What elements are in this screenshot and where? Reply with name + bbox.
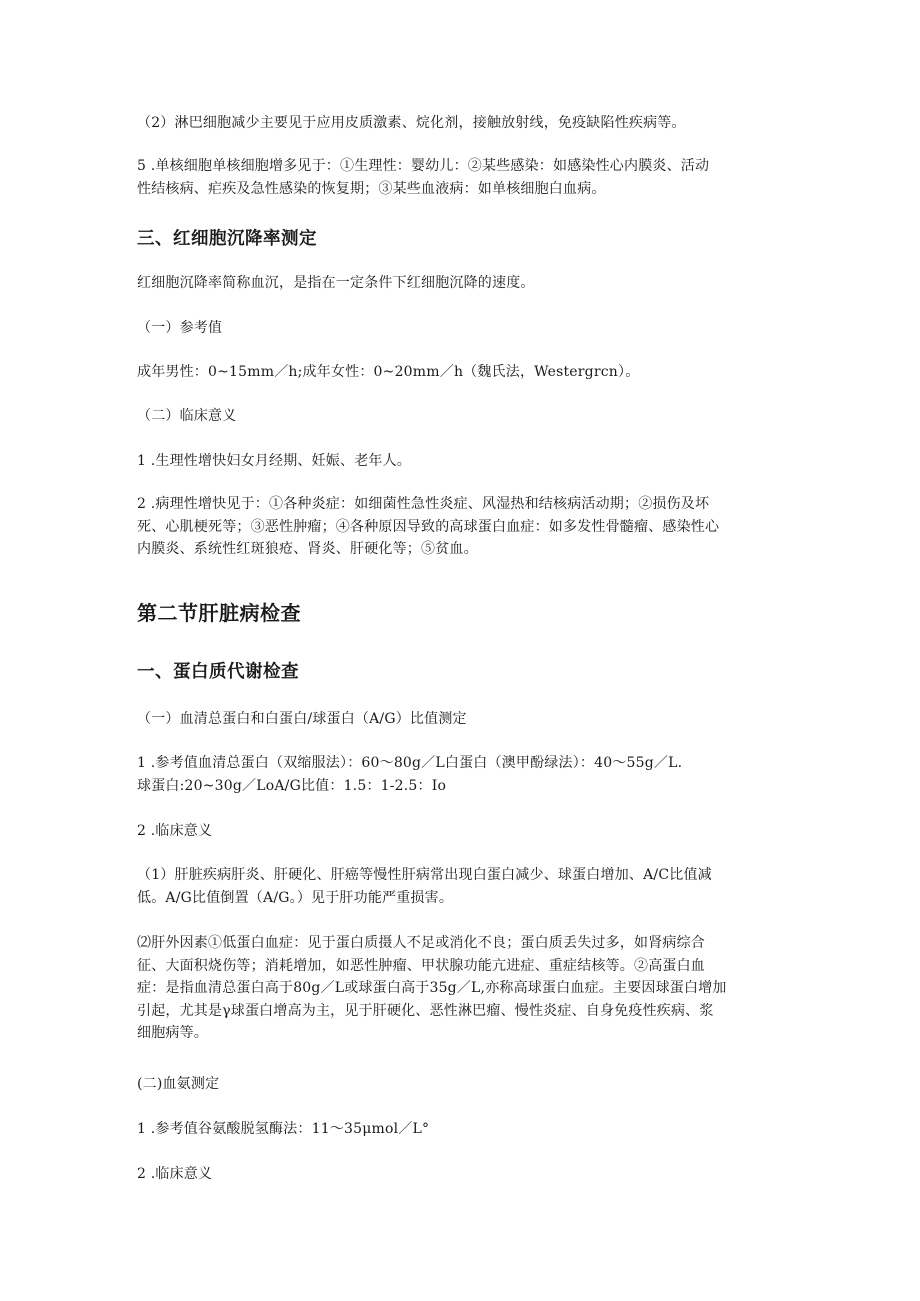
section-title-liver: 第二节肝脏病检查 <box>137 601 301 625</box>
text-line: 症：是指血清总蛋白高于80g／L或球蛋白高于35g／L,亦称高球蛋白血症。主要因球蛋白增加 <box>137 980 727 996</box>
paragraph-extrahepatic-factors <box>137 932 787 1045</box>
subheading-esr-reference: （一）参考值 <box>137 320 223 336</box>
paragraph-esr-reference-value: 成年男性：0~15mm／h;成年女性：0~20mm／h（魏氏法，Westergrcn）。 <box>137 364 640 380</box>
text-line: 2 .病理性增快见于：①各种炎症：如细菌性急性炎症、风湿热和结核病活动期；②损伤及坏 <box>137 496 710 512</box>
text-line: 球蛋白:20~30g／LoA/G比值：1.5：1-2.5：Io <box>137 777 447 794</box>
subheading-total-protein: （一）血清总蛋白和白蛋白/球蛋白（A/G）比值测定 <box>137 711 467 727</box>
text-line: ⑵肝外因素①低蛋白血症：见于蛋白质摄人不足或消化不良；蛋白质丢失过多，如肾病综合 <box>137 935 705 951</box>
text-line: 细胞病等。 <box>137 1025 208 1041</box>
paragraph-esr-pathological <box>137 493 787 561</box>
subheading-esr-clinical: （二）临床意义 <box>137 408 237 424</box>
subheading-protein-clinical: 2 .临床意义 <box>137 823 213 839</box>
text-line: 5 .单核细胞单核细胞增多见于：①生理性：婴幼儿：②某些感染：如感染性心内膜炎、活动 <box>137 158 710 174</box>
text-line: 死、心肌梗死等；③恶性肿瘤；④各种原因导致的高球蛋白血症：如多发性骨髓瘤、感染性心 <box>137 518 720 535</box>
paragraph-lymphocyte-decrease: （2）淋巴细胞减少主要见于应用皮质激素、烷化剂，接触放射线，免疫缺陷性疾病等。 <box>137 115 686 131</box>
subheading-ammonia-clinical: 2 .临床意义 <box>137 1166 213 1182</box>
text-line: 低。A/G比值倒置（A/G。）见于肝功能严重损害。 <box>137 889 454 906</box>
paragraph-esr-physiological: 1 .生理性增快妇女月经期、妊娠、老年人。 <box>137 453 412 469</box>
paragraph-protein-reference <box>137 752 787 797</box>
text-line: 内膜炎、系统性红斑狼疮、肾炎、肝硬化等；⑤贫血。 <box>137 541 478 557</box>
text-line: 性结核病、疟疾及急性感染的恢复期；③某些血液病：如单核细胞白血病。 <box>137 180 606 197</box>
heading-esr: 三、红细胞沉降率测定 <box>137 229 317 249</box>
heading-protein-metabolism: 一、蛋白质代谢检查 <box>137 662 299 682</box>
text-line: 1 .参考值血清总蛋白（双缩服法）：60～80g／L白蛋白（澳甲酚绿法）：40～55g／L. <box>137 755 683 771</box>
text-line: 征、大面积烧伤等；消耗增加，如恶性肿瘤、甲状腺功能亢进症、重症结核等。②高蛋白血 <box>137 957 705 974</box>
paragraph-liver-disease <box>137 864 787 909</box>
subheading-blood-ammonia: (二)血氨测定 <box>137 1076 220 1092</box>
paragraph-esr-definition: 红细胞沉降率简称血沉，是指在一定条件下红细胞沉降的速度。 <box>137 275 535 291</box>
text-line: 引起，尤其是γ球蛋白增高为主，见于肝硬化、恶性淋巴瘤、慢性炎症、自身免疫性疾病、浆 <box>137 1002 714 1019</box>
paragraph-ammonia-reference: 1 .参考值谷氨酸脱氢酶法：11～35μmol／L° <box>137 1121 430 1137</box>
text-line: （1）肝脏疾病肝炎、肝硬化、肝癌等慢性肝病常出现白蛋白减少、球蛋白增加、A/C比值减 <box>137 867 712 883</box>
paragraph-monocyte-increase <box>137 155 787 200</box>
